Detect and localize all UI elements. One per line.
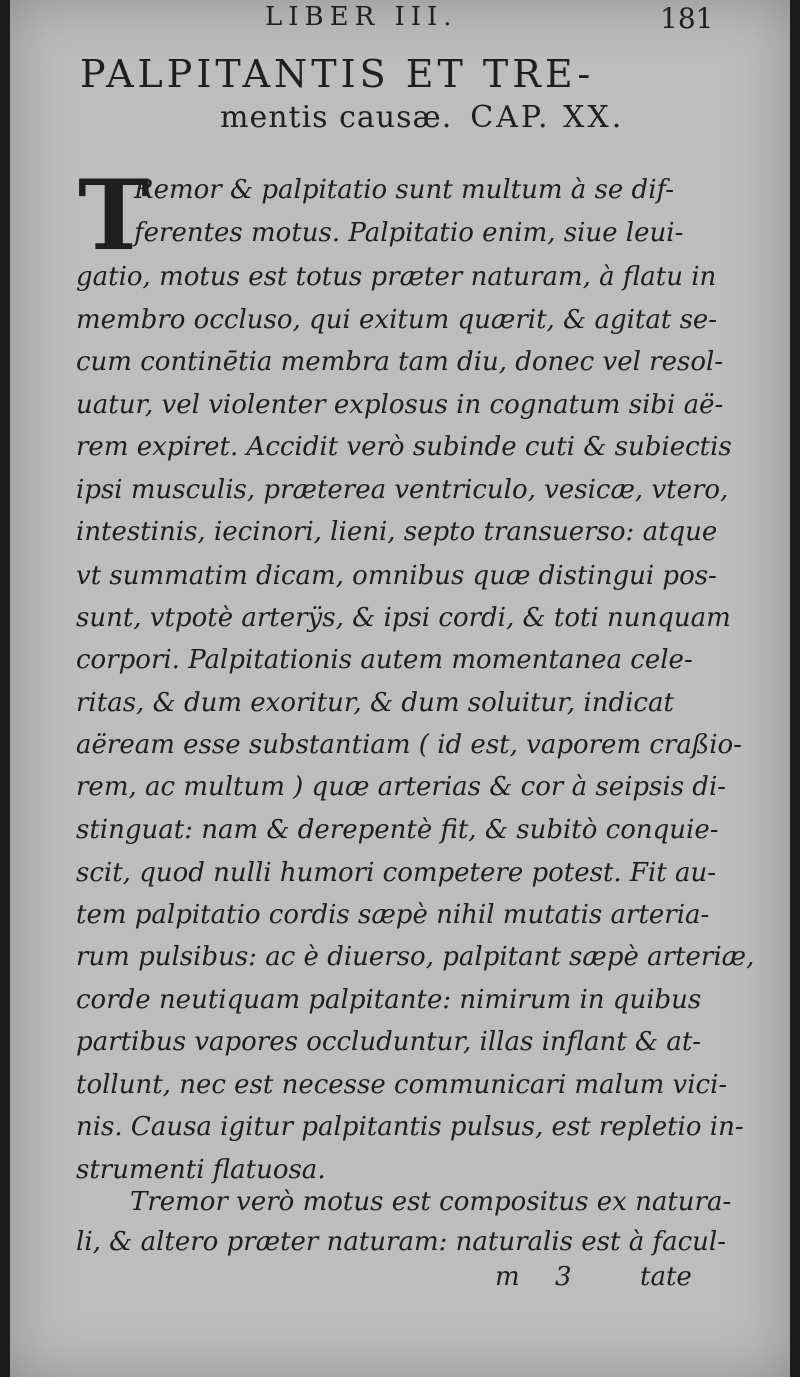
drop-cap: T (78, 159, 150, 272)
running-head (10, 0, 790, 40)
text-line: rum pulsibus: ac è diuerso, palpitant sæpè arteriæ, (76, 942, 755, 972)
text-line: intestinis, iecinori, lieni, septo transuerso: atque (76, 517, 718, 547)
text-line: stinguat: nam & derepentè fit, & subitò conquie- (76, 815, 719, 845)
signature-number: 3 (555, 1262, 572, 1292)
text-line: vt summatim dicam, omnibus quæ distingui pos- (76, 561, 717, 591)
text-line: ipsi musculis, præterea ventriculo, vesicæ, vtero, (76, 475, 729, 505)
text-line: strumenti flatuosa. (76, 1155, 326, 1185)
text-line: uatur, vel violenter explosus in cognatum sibi aë- (76, 390, 724, 420)
text-line: corpori. Palpitationis autem momentanea cele- (76, 645, 693, 675)
chapter-title-line1: PALPITANTIS ET TRE- (80, 52, 595, 96)
text-line: partibus vapores occluduntur, illas inflant & at- (76, 1027, 702, 1057)
text-line: rem, ac multum ) quæ arterias & cor à seipsis di- (76, 772, 727, 802)
catchword: tate (640, 1262, 692, 1292)
chapter-number: CAP. XX. (470, 100, 625, 135)
text-line: membro occluso, qui exitum quærit, & agitat se- (76, 305, 718, 335)
book-page (10, 0, 790, 1377)
text-line: sunt, vtpotè arterÿs, & ipsi cordi, & toti nunquam (76, 603, 731, 633)
text-line: ferentes motus. Palpitatio enim, siue leui- (134, 218, 684, 248)
catchline (10, 1262, 790, 1298)
text-line: Tremor verò motus est compositus ex natura- (130, 1187, 732, 1217)
text-line: tem palpitatio cordis sæpè nihil mutatis arteria- (76, 900, 710, 930)
text-line: corde neutiquam palpitante: nimirum in quibus (76, 985, 702, 1015)
text-line: tollunt, nec est necesse communicari malum vici- (76, 1070, 728, 1100)
text-line: nis. Causa igitur palpitantis pulsus, est repletio in- (76, 1112, 744, 1142)
text-line: gatio, motus est totus præter naturam, à flatu in (76, 262, 717, 292)
chapter-title-line2-text: mentis causæ. (220, 100, 453, 135)
text-line: scit, quod nulli humori competere potest. Fit au- (76, 858, 717, 888)
page-number: 181 (660, 2, 714, 35)
text-line: Remor & palpitatio sunt multum à se dif- (134, 175, 674, 205)
text-line: aëream esse substantiam ( id est, vaporem craßio- (76, 730, 742, 760)
running-title: LIBER III. (265, 2, 458, 32)
text-line: cum continētia membra tam diu, donec vel resol- (76, 347, 724, 377)
signature-mark: m (495, 1262, 520, 1292)
text-line: ritas, & dum exoritur, & dum soluitur, indicat (76, 688, 674, 718)
chapter-title-line2 (220, 100, 624, 135)
text-line: rem expiret. Accidit verò subinde cuti & subiectis (76, 432, 732, 462)
text-line: li, & altero præter naturam: naturalis est à facul- (76, 1227, 726, 1257)
